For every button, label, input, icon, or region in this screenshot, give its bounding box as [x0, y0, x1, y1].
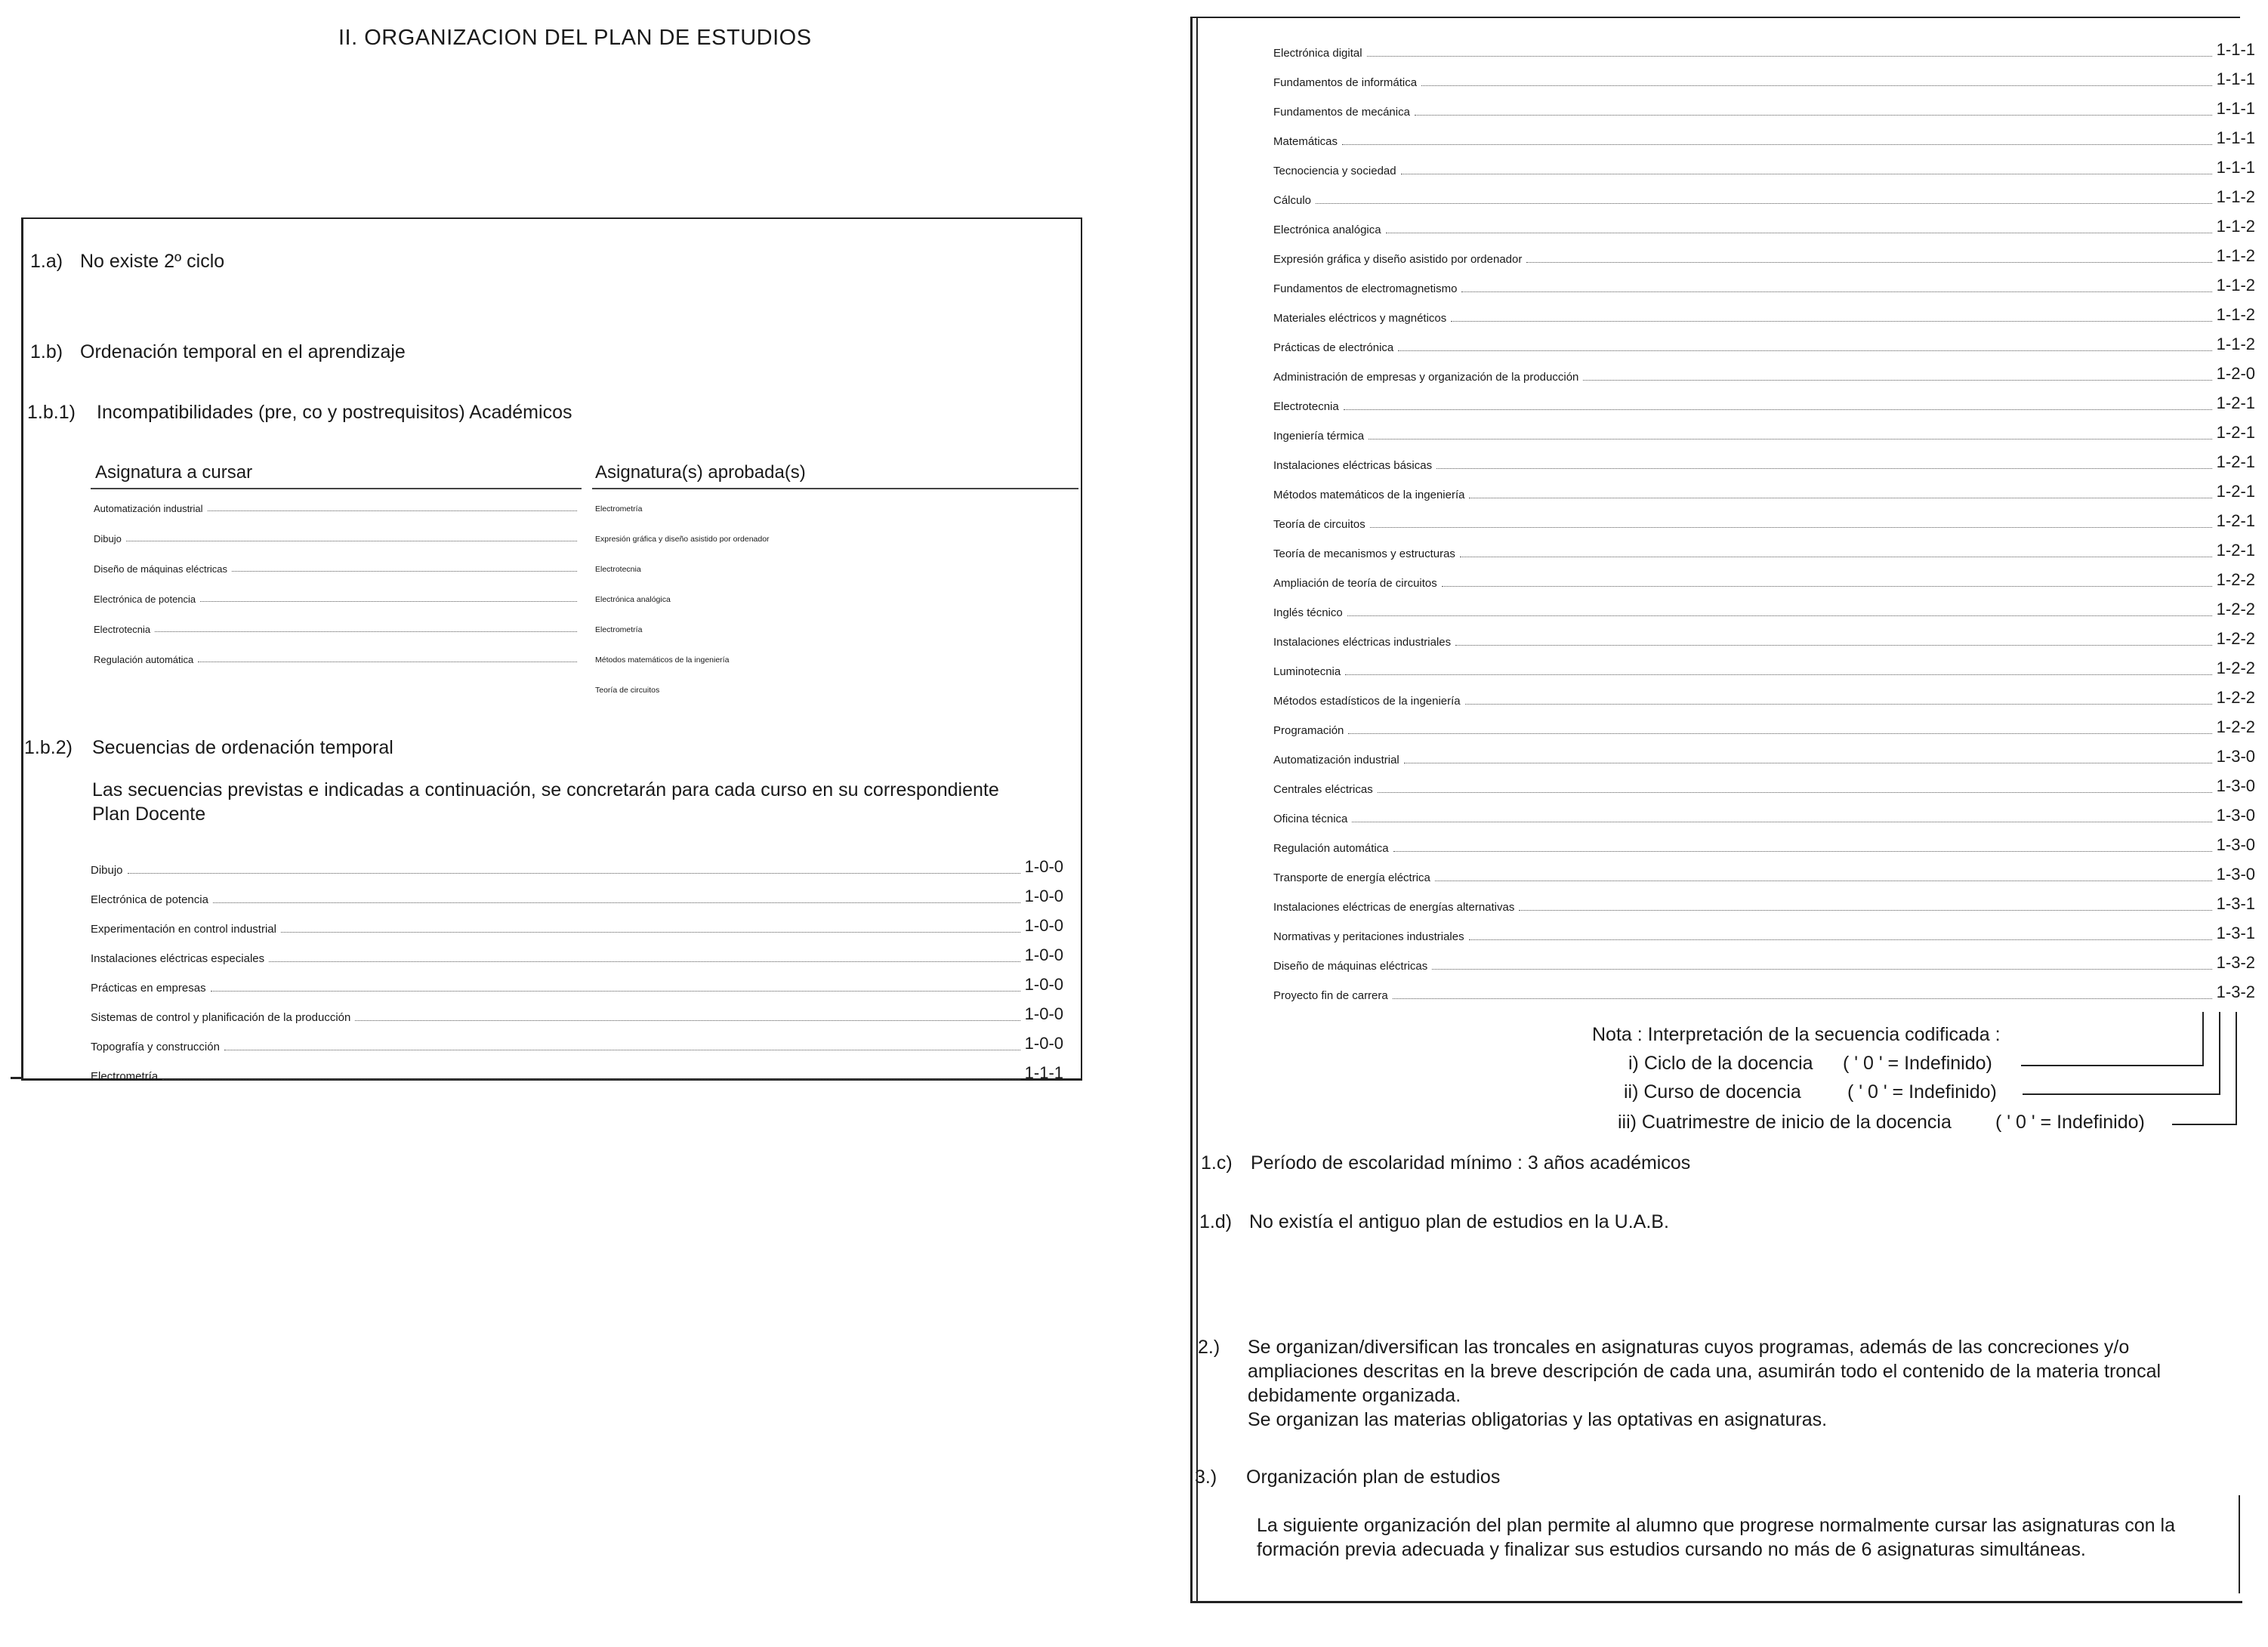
sequence-subject: Experimentación en control industrial [91, 923, 276, 936]
section-1d-number: 1.d) [1199, 1211, 1233, 1232]
section-3-line-1: La siguiente organización del plan permite al alumno que progrese normalmente cursar las asignaturas con la [1257, 1515, 2175, 1536]
section-2-number: 2.) [1198, 1337, 1220, 1358]
note-connector-cycle-vertical [2202, 1012, 2204, 1065]
note-connector-term-horizontal [2172, 1124, 2237, 1125]
section-1b2-number: 1.b.2) [24, 737, 73, 758]
sequence-code: 1-2-1 [2216, 511, 2255, 530]
sequence-subject: Electrónica analógica [1273, 224, 1381, 236]
table-cell-subject: Automatización industrial [94, 503, 203, 514]
section-3-number: 3.) [1195, 1467, 1217, 1488]
note-item-ii: ii) Curso de docencia [1624, 1081, 1801, 1103]
sequence-subject: Instalaciones eléctricas industriales [1273, 636, 1452, 649]
table-header-underline-left [91, 488, 582, 489]
sequence-subject: Tecnociencia y sociedad [1273, 165, 1396, 177]
sequence-code: 1-3-1 [2216, 894, 2255, 913]
sequence-subject: Instalaciones eléctricas de energías alternativas [1273, 901, 1515, 914]
section-1b1-number: 1.b.1) [27, 402, 76, 423]
list-item [1273, 619, 2255, 649]
sequence-code: 1-1-1 [2216, 128, 2255, 147]
section-1a-text: No existe 2º ciclo [80, 251, 225, 272]
section-2-line-1: Se organizan/diversifican las troncales en asignaturas cuyos programas, además de las concreciones y/o [1248, 1337, 2130, 1358]
list-item [1273, 855, 2255, 884]
sequence-code: 1-1-1 [2216, 40, 2255, 59]
sequence-code: 1-0-0 [1024, 1004, 1063, 1023]
sequence-subject: Expresión gráfica y diseño asistido por ordenador [1273, 253, 1523, 266]
sequence-subject: Diseño de máquinas eléctricas [1273, 960, 1428, 973]
list-item [1273, 914, 2255, 943]
table-row [94, 563, 1075, 594]
list-item [1273, 384, 2255, 413]
sequence-subject: Teoría de circuitos [1273, 518, 1365, 531]
sequence-subject: Topografía y construcción [91, 1041, 220, 1053]
list-item [1273, 236, 2255, 266]
sequence-subject: Administración de empresas y organización de la producción [1273, 371, 1579, 384]
note-item-iii-value: ( ' 0 ' = Indefinido) [1995, 1112, 2145, 1133]
sequence-code: 1-1-2 [2216, 217, 2255, 236]
table-cell-approved: Electrotecnia [595, 565, 641, 574]
list-item [1273, 89, 2255, 119]
note-item-iii: iii) Cuatrimestre de inicio de la docencia [1618, 1112, 1952, 1133]
sequence-code: 1-2-1 [2216, 482, 2255, 501]
list-item [1273, 943, 2255, 973]
sequence-subject: Fundamentos de mecánica [1273, 106, 1410, 119]
table-cell-subject: Electrónica de potencia [94, 594, 196, 605]
sequence-code: 1-2-2 [2216, 658, 2255, 677]
sequence-subject: Electrónica digital [1273, 47, 1362, 60]
sequence-list-right [1273, 30, 2255, 1002]
list-item [91, 995, 1063, 1024]
sequence-code: 1-0-0 [1024, 1034, 1063, 1053]
sequence-code: 1-1-2 [2216, 335, 2255, 353]
sequence-code: 1-1-2 [2216, 276, 2255, 295]
sequence-code: 1-1-1 [2216, 69, 2255, 88]
list-item [1273, 354, 2255, 384]
sequence-subject: Matemáticas [1273, 135, 1338, 148]
list-item [91, 965, 1063, 995]
section-1d-text: No existía el antiguo plan de estudios en la U.A.B. [1249, 1211, 1669, 1232]
list-item [1273, 796, 2255, 825]
table-cell-approved-extra: Teoría de circuitos [595, 686, 660, 695]
sequence-subject: Centrales eléctricas [1273, 783, 1373, 796]
sequence-subject: Ingeniería térmica [1273, 430, 1365, 443]
table-cell-approved: Electrónica analógica [595, 595, 671, 604]
table-row [94, 654, 1075, 684]
section-3-line-2: formación previa adecuada y finalizar sus estudios cursando no más de 6 asignaturas simultáneas. [1257, 1539, 2086, 1560]
sequence-code: 1-2-2 [2216, 717, 2255, 736]
sequence-code: 1-1-1 [2216, 158, 2255, 177]
list-item [91, 936, 1063, 965]
list-item [1273, 207, 2255, 236]
table-cell-subject: Electrotecnia [94, 624, 151, 635]
list-item [1273, 825, 2255, 855]
sequence-subject: Cálculo [1273, 194, 1312, 207]
list-item [91, 847, 1063, 877]
list-item [1273, 737, 2255, 766]
section-1c-number: 1.c) [1201, 1152, 1233, 1174]
sequence-code: 1-3-2 [2216, 982, 2255, 1001]
note-connector-cycle-horizontal [2021, 1065, 2204, 1066]
list-item [91, 906, 1063, 936]
note-connector-year-vertical [2219, 1012, 2220, 1093]
sequence-code: 1-1-1 [2216, 99, 2255, 118]
sequence-code: 1-2-1 [2216, 541, 2255, 560]
sequence-code: 1-0-0 [1024, 857, 1063, 876]
sequence-code: 1-3-0 [2216, 747, 2255, 766]
sequence-code: 1-1-2 [2216, 246, 2255, 265]
sequence-code: 1-3-2 [2216, 953, 2255, 972]
section-2-line-4: Se organizan las materias obligatorias y las optativas en asignaturas. [1248, 1409, 1828, 1430]
table-cell-approved: Expresión gráfica y diseño asistido por ordenador [595, 535, 770, 544]
table-header-underline-right [592, 488, 1078, 489]
left-panel-corner-mark [11, 1077, 23, 1079]
note-connector-term-vertical [2236, 1012, 2237, 1124]
sequence-list-left [91, 847, 1063, 1083]
list-item [1273, 295, 2255, 325]
sequence-subject: Electrotecnia [1273, 400, 1339, 413]
sequence-code: 1-3-1 [2216, 924, 2255, 942]
sequence-code: 1-1-2 [2216, 187, 2255, 206]
list-item [1273, 501, 2255, 531]
list-item [1273, 884, 2255, 914]
sequence-subject: Ampliación de teoría de circuitos [1273, 577, 1437, 590]
sequence-code: 1-1-1 [1024, 1063, 1063, 1082]
list-item [1273, 708, 2255, 737]
section-3-text: Organización plan de estudios [1246, 1467, 1501, 1488]
sequence-code: 1-2-1 [2216, 452, 2255, 471]
page-title: II. ORGANIZACION DEL PLAN DE ESTUDIOS [338, 26, 812, 50]
sequence-subject: Automatización industrial [1273, 754, 1399, 766]
section-1c-text: Período de escolaridad mínimo : 3 años académicos [1251, 1152, 1691, 1174]
sequence-code: 1-3-0 [2216, 806, 2255, 825]
sequence-subject: Sistemas de control y planificación de la producción [91, 1011, 351, 1024]
list-item [91, 1024, 1063, 1053]
note-connector-year-horizontal [2023, 1093, 2220, 1095]
sequence-subject: Fundamentos de informática [1273, 76, 1418, 89]
list-item [1273, 531, 2255, 560]
sequence-code: 1-2-2 [2216, 600, 2255, 618]
table-header-approved: Asignatura(s) aprobada(s) [595, 462, 806, 483]
sequence-subject: Prácticas en empresas [91, 982, 206, 995]
section-1b2-paragraph-line-2: Plan Docente [92, 803, 206, 825]
incompatibility-table [94, 503, 1075, 707]
table-row [94, 624, 1075, 654]
note-item-i-value: ( ' 0 ' = Indefinido) [1843, 1053, 1992, 1074]
section-2-line-2: ampliaciones descritas en la breve descripción de cada una, asumirán todo el contenido de la materia troncal [1248, 1361, 2162, 1382]
list-item [1273, 177, 2255, 207]
section-1b1-text: Incompatibilidades (pre, co y postrequisitos) Académicos [97, 402, 572, 423]
sequence-subject: Métodos estadísticos de la ingeniería [1273, 695, 1461, 708]
sequence-subject: Programación [1273, 724, 1344, 737]
sequence-subject: Fundamentos de electromagnetismo [1273, 282, 1458, 295]
section-1a-number: 1.a) [30, 251, 63, 272]
sequence-code: 1-0-0 [1024, 916, 1063, 935]
sequence-subject: Proyecto fin de carrera [1273, 989, 1388, 1002]
list-item [1273, 266, 2255, 295]
table-row [94, 533, 1075, 563]
sequence-subject: Prácticas de electrónica [1273, 341, 1394, 354]
list-item [1273, 60, 2255, 89]
section-1b2-paragraph-line-1: Las secuencias previstas e indicadas a continuación, se concretarán para cada curso en su correspondiente [92, 779, 999, 800]
list-item [1273, 766, 2255, 796]
sequence-code: 1-2-2 [2216, 688, 2255, 707]
table-header-subject: Asignatura a cursar [95, 462, 253, 483]
sequence-code: 1-2-1 [2216, 393, 2255, 412]
sequence-code: 1-3-0 [2216, 776, 2255, 795]
sequence-code: 1-2-1 [2216, 423, 2255, 442]
list-item [1273, 678, 2255, 708]
list-item [1273, 973, 2255, 1002]
section-1b2-text: Secuencias de ordenación temporal [92, 737, 393, 758]
list-item [91, 1053, 1063, 1083]
sequence-subject: Instalaciones eléctricas básicas [1273, 459, 1433, 472]
section-1b-number: 1.b) [30, 341, 63, 362]
table-cell-approved: Electrometría [595, 625, 643, 634]
sequence-subject: Inglés técnico [1273, 606, 1343, 619]
table-cell-approved: Métodos matemáticos de la ingeniería [595, 655, 730, 665]
sequence-subject: Teoría de mecanismos y estructuras [1273, 547, 1455, 560]
sequence-code: 1-3-0 [2216, 835, 2255, 854]
sequence-subject: Transporte de energía eléctrica [1273, 871, 1430, 884]
list-item [1273, 325, 2255, 354]
list-item [1273, 148, 2255, 177]
table-cell-subject: Regulación automática [94, 654, 194, 665]
sequence-code: 1-0-0 [1024, 975, 1063, 994]
sequence-subject: Métodos matemáticos de la ingeniería [1273, 489, 1465, 501]
sequence-subject: Luminotecnia [1273, 665, 1341, 678]
sequence-subject: Instalaciones eléctricas especiales [91, 952, 265, 965]
list-item [1273, 413, 2255, 443]
table-row [94, 503, 1075, 533]
table-cell-subject: Diseño de máquinas eléctricas [94, 563, 228, 575]
sequence-subject: Dibujo [91, 864, 123, 877]
list-item [1273, 590, 2255, 619]
table-cell-subject: Dibujo [94, 533, 122, 544]
sequence-subject: Oficina técnica [1273, 813, 1348, 825]
list-item [1273, 560, 2255, 590]
sequence-code: 1-2-0 [2216, 364, 2255, 383]
sequence-code: 1-2-2 [2216, 629, 2255, 648]
sequence-subject: Materiales eléctricos y magnéticos [1273, 312, 1447, 325]
sequence-subject: Regulación automática [1273, 842, 1389, 855]
sequence-code: 1-0-0 [1024, 945, 1063, 964]
sequence-code: 1-2-2 [2216, 570, 2255, 589]
list-item [1273, 30, 2255, 60]
list-item [1273, 119, 2255, 148]
table-cell-approved: Electrometría [595, 504, 643, 514]
section-2-line-3: debidamente organizada. [1248, 1385, 1461, 1406]
sequence-subject: Normativas y peritaciones industriales [1273, 930, 1464, 943]
list-item [1273, 649, 2255, 678]
note-heading: Nota : Interpretación de la secuencia codificada : [1592, 1024, 2001, 1045]
note-item-i: i) Ciclo de la docencia [1628, 1053, 1813, 1074]
sequence-subject: Electrónica de potencia [91, 893, 208, 906]
sequence-code: 1-0-0 [1024, 887, 1063, 905]
table-row [94, 594, 1075, 624]
sequence-code: 1-3-0 [2216, 865, 2255, 884]
list-item [1273, 443, 2255, 472]
sequence-subject: Electrometría [91, 1070, 159, 1083]
list-item [91, 877, 1063, 906]
section-1b-text: Ordenación temporal en el aprendizaje [80, 341, 406, 362]
right-panel-double-rule [1196, 17, 1198, 1601]
table-row [94, 684, 1075, 707]
note-item-ii-value: ( ' 0 ' = Indefinido) [1847, 1081, 1997, 1103]
list-item [1273, 472, 2255, 501]
right-panel-edge-mark [2239, 1495, 2240, 1593]
sequence-code: 1-1-2 [2216, 305, 2255, 324]
